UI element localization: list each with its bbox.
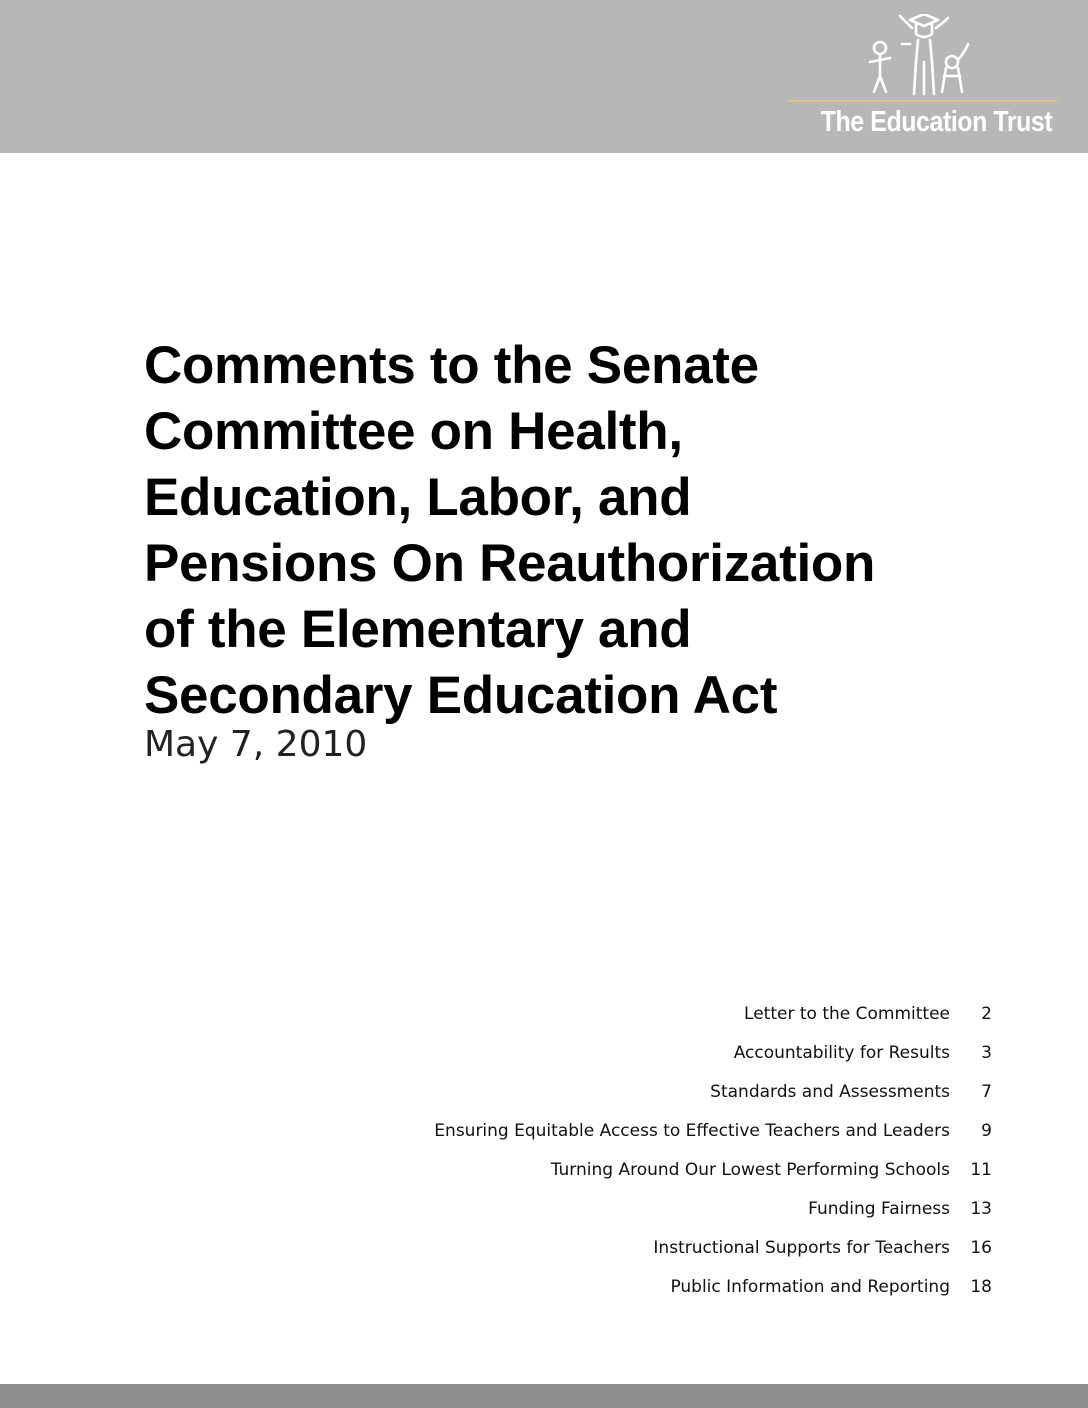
- title-line: Committee on Health,: [144, 402, 683, 461]
- toc-entry-page: 13: [970, 1199, 992, 1219]
- toc-entry-page: 11: [970, 1160, 992, 1180]
- header-band: [0, 0, 1088, 153]
- title-line: Pensions On Reauthorization: [144, 534, 876, 593]
- toc-entry: [352, 1277, 992, 1316]
- toc-entry: [352, 1199, 992, 1238]
- toc-entry-title: Letter to the Committee: [744, 1004, 950, 1024]
- toc-entry: [352, 1121, 992, 1160]
- toc-entry-page: 2: [981, 1004, 992, 1024]
- table-of-contents: [352, 1004, 992, 1316]
- toc-entry-page: 18: [970, 1277, 992, 1297]
- toc-entry-page: 7: [981, 1082, 992, 1102]
- logo-divider: [788, 100, 1058, 102]
- toc-entry-title: Funding Fairness: [808, 1199, 950, 1219]
- title-line: Secondary Education Act: [144, 666, 778, 725]
- toc-entry-title: Turning Around Our Lowest Performing Schools: [550, 1160, 950, 1180]
- toc-entry: [352, 1082, 992, 1121]
- title-line: Comments to the Senate: [144, 336, 759, 395]
- title-line: of the Elementary and: [144, 600, 692, 659]
- title-block: [144, 333, 1044, 767]
- toc-entry-page: 9: [981, 1121, 992, 1141]
- toc-entry: [352, 1160, 992, 1199]
- toc-entry-title: Standards and Assessments: [710, 1082, 950, 1102]
- title-line: Education, Labor, and: [144, 468, 692, 527]
- toc-entry: [352, 1238, 992, 1277]
- toc-entry-page: 16: [970, 1238, 992, 1258]
- toc-entry-title: Ensuring Equitable Access to Effective Teachers and Leaders: [434, 1121, 950, 1141]
- toc-entry: [352, 1043, 992, 1082]
- document-title: [144, 333, 1044, 729]
- education-trust-figures-icon: [866, 14, 970, 96]
- footer-band: [0, 1384, 1088, 1408]
- toc-entry-title: Public Information and Reporting: [670, 1277, 950, 1297]
- toc-entry-title: Instructional Supports for Teachers: [653, 1238, 950, 1258]
- toc-entry: [352, 1004, 992, 1043]
- document-date: May 7, 2010: [144, 724, 368, 765]
- toc-entry-page: 3: [981, 1043, 992, 1063]
- org-logo-name: The Education Trust: [820, 106, 1052, 138]
- toc-entry-title: Accountability for Results: [733, 1043, 950, 1063]
